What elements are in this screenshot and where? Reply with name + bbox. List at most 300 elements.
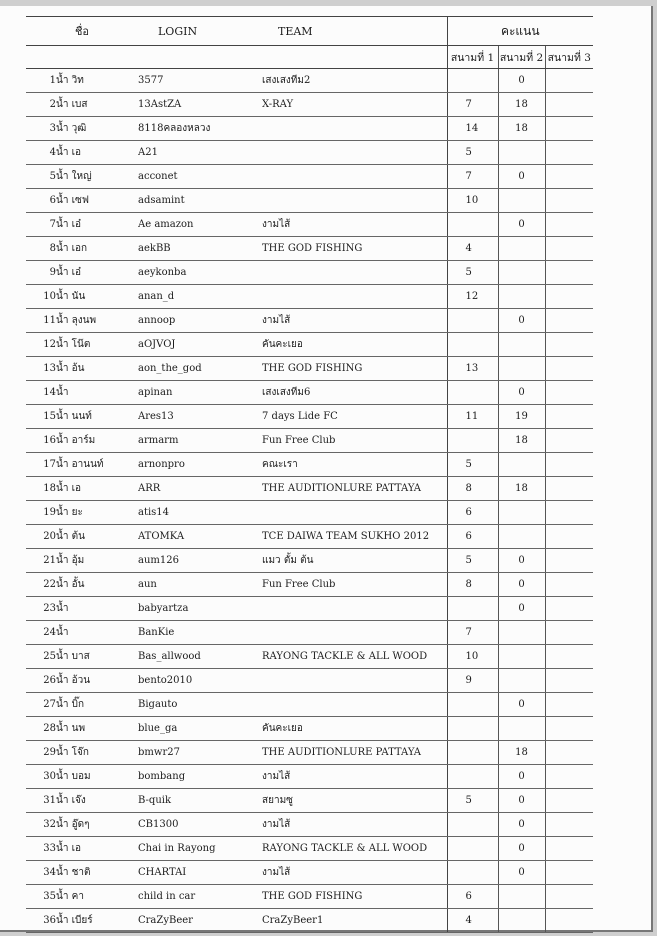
row-name: น้ำ บอม	[56, 765, 138, 789]
row-team	[262, 261, 447, 285]
row-score-field-2: 0	[498, 597, 545, 621]
row-team	[262, 501, 447, 525]
row-login: ATOMKA	[138, 525, 262, 549]
row-name: น้ำ อู๊ดๆ	[56, 813, 138, 837]
row-login: child in car	[138, 885, 262, 909]
row-name: น้ำ อาร์ม	[56, 429, 138, 453]
header-field-1: สนามที่ 1	[447, 46, 498, 69]
row-name: น้ำ อ้น	[56, 357, 138, 381]
row-score-field-1	[447, 837, 498, 861]
row-login: aon_the_god	[138, 357, 262, 381]
row-score-field-3	[545, 597, 593, 621]
row-score-field-1: 5	[447, 453, 498, 477]
table-row	[26, 885, 593, 909]
row-name: น้ำ	[56, 381, 138, 405]
row-login: aekBB	[138, 237, 262, 261]
row-number: 8	[26, 237, 56, 261]
row-number: 21	[26, 549, 56, 573]
row-score-field-2	[498, 669, 545, 693]
row-team: งามไส้	[262, 813, 447, 837]
row-login: 8118คลองหลวง	[138, 117, 262, 141]
row-name: น้ำ	[56, 621, 138, 645]
row-score-field-1: 6	[447, 525, 498, 549]
row-score-field-1: 14	[447, 117, 498, 141]
row-score-field-1	[447, 717, 498, 741]
table-row	[26, 501, 593, 525]
row-name: น้ำ ลุงนพ	[56, 309, 138, 333]
table-row	[26, 165, 593, 189]
row-score-field-2: 0	[498, 69, 545, 93]
row-score-field-2: 19	[498, 405, 545, 429]
row-login: aOJVOJ	[138, 333, 262, 357]
row-team: เสงเสงทีม2	[262, 69, 447, 93]
row-number: 26	[26, 669, 56, 693]
row-score-field-2	[498, 621, 545, 645]
table-row	[26, 549, 593, 573]
row-score-field-2	[498, 501, 545, 525]
row-team: RAYONG TACKLE & ALL WOOD	[262, 645, 447, 669]
row-team: คันคะเยอ	[262, 333, 447, 357]
row-score-field-2	[498, 525, 545, 549]
row-score-field-3	[545, 885, 593, 909]
row-number: 4	[26, 141, 56, 165]
row-score-field-1	[447, 213, 498, 237]
row-team	[262, 621, 447, 645]
row-team	[262, 693, 447, 717]
header-row-fields	[26, 46, 593, 69]
row-number: 32	[26, 813, 56, 837]
row-number: 23	[26, 597, 56, 621]
row-login: Bas_allwood	[138, 645, 262, 669]
row-score-field-3	[545, 573, 593, 597]
row-number: 33	[26, 837, 56, 861]
row-team: CraZyBeer1	[262, 909, 447, 933]
row-score-field-1: 13	[447, 357, 498, 381]
row-score-field-1: 4	[447, 237, 498, 261]
row-team: งามไส้	[262, 861, 447, 885]
table-row	[26, 69, 593, 93]
row-number: 16	[26, 429, 56, 453]
row-score-field-1	[447, 69, 498, 93]
row-number: 28	[26, 717, 56, 741]
row-number: 20	[26, 525, 56, 549]
row-score-field-3	[545, 69, 593, 93]
row-number: 30	[26, 765, 56, 789]
row-number: 19	[26, 501, 56, 525]
row-score-field-2	[498, 189, 545, 213]
row-score-field-3	[545, 189, 593, 213]
row-team: THE GOD FISHING	[262, 237, 447, 261]
row-name: น้ำ ยะ	[56, 501, 138, 525]
row-number: 12	[26, 333, 56, 357]
row-team	[262, 117, 447, 141]
row-login: CHARTAI	[138, 861, 262, 885]
row-name: น้ำ อั้น	[56, 573, 138, 597]
row-team: THE AUDITIONLURE PATTAYA	[262, 477, 447, 501]
row-team: งามไส้	[262, 309, 447, 333]
row-score-field-2: 0	[498, 789, 545, 813]
row-team: 7 days Lide FC	[262, 405, 447, 429]
row-score-field-3	[545, 645, 593, 669]
row-name: น้ำ โจ๊ก	[56, 741, 138, 765]
row-login: bombang	[138, 765, 262, 789]
row-number: 13	[26, 357, 56, 381]
row-score-field-3	[545, 237, 593, 261]
row-score-field-3	[545, 693, 593, 717]
row-score-field-1	[447, 861, 498, 885]
row-score-field-1: 5	[447, 141, 498, 165]
table-row	[26, 909, 593, 933]
row-score-field-2: 0	[498, 837, 545, 861]
row-score-field-3	[545, 765, 593, 789]
row-login: blue_ga	[138, 717, 262, 741]
row-score-field-1: 7	[447, 93, 498, 117]
row-login: CB1300	[138, 813, 262, 837]
row-login: arnonpro	[138, 453, 262, 477]
row-login: CraZyBeer	[138, 909, 262, 933]
row-score-field-2	[498, 285, 545, 309]
row-score-field-2	[498, 261, 545, 285]
row-login: Bigauto	[138, 693, 262, 717]
row-score-field-2: 0	[498, 693, 545, 717]
row-name: น้ำ วิท	[56, 69, 138, 93]
row-score-field-1	[447, 309, 498, 333]
header-name: ชื่อ	[26, 17, 138, 46]
row-login: armarm	[138, 429, 262, 453]
row-score-field-2: 0	[498, 765, 545, 789]
row-login: B-quik	[138, 789, 262, 813]
row-name: น้ำ เบียร์	[56, 909, 138, 933]
row-team: งามไส้	[262, 765, 447, 789]
table-row	[26, 93, 593, 117]
row-team: คันคะเยอ	[262, 717, 447, 741]
row-score-field-1	[447, 741, 498, 765]
table-row	[26, 837, 593, 861]
row-score-field-3	[545, 213, 593, 237]
row-score-field-2	[498, 333, 545, 357]
row-score-field-3	[545, 861, 593, 885]
row-score-field-3	[545, 357, 593, 381]
row-team	[262, 597, 447, 621]
row-score-field-3	[545, 621, 593, 645]
row-score-field-2: 0	[498, 213, 545, 237]
row-score-field-2	[498, 357, 545, 381]
row-name: น้ำ โน๊ต	[56, 333, 138, 357]
header-team: TEAM	[262, 17, 447, 46]
row-score-field-3	[545, 909, 593, 933]
row-score-field-3	[545, 93, 593, 117]
row-score-field-1	[447, 765, 498, 789]
row-login: aum126	[138, 549, 262, 573]
row-team: RAYONG TACKLE & ALL WOOD	[262, 837, 447, 861]
header-spacer	[26, 46, 447, 69]
row-team: งามไส้	[262, 213, 447, 237]
row-number: 10	[26, 285, 56, 309]
row-number: 3	[26, 117, 56, 141]
row-score-field-1: 5	[447, 261, 498, 285]
row-login: BanKie	[138, 621, 262, 645]
table-row	[26, 813, 593, 837]
row-number: 27	[26, 693, 56, 717]
row-login: Chai in Rayong	[138, 837, 262, 861]
score-table-body	[26, 69, 593, 933]
row-team: THE AUDITIONLURE PATTAYA	[262, 741, 447, 765]
row-score-field-1	[447, 693, 498, 717]
score-table	[26, 16, 593, 933]
table-row	[26, 573, 593, 597]
row-score-field-3	[545, 837, 593, 861]
row-score-field-3	[545, 813, 593, 837]
row-score-field-3	[545, 717, 593, 741]
header-row-top	[26, 17, 593, 46]
row-score-field-3	[545, 117, 593, 141]
row-score-field-1: 8	[447, 477, 498, 501]
row-score-field-3	[545, 549, 593, 573]
row-score-field-3	[545, 429, 593, 453]
row-name: น้ำ เอ	[56, 477, 138, 501]
row-login: acconet	[138, 165, 262, 189]
row-score-field-3	[545, 789, 593, 813]
table-row	[26, 717, 593, 741]
row-score-field-3	[545, 309, 593, 333]
row-number: 1	[26, 69, 56, 93]
row-name: น้ำ บิ๊ก	[56, 693, 138, 717]
row-team: Fun Free Club	[262, 429, 447, 453]
row-score-field-1: 5	[447, 789, 498, 813]
row-score-field-3	[545, 141, 593, 165]
table-row	[26, 597, 593, 621]
row-login: atis14	[138, 501, 262, 525]
row-score-field-1	[447, 333, 498, 357]
document-page	[0, 6, 653, 932]
row-name: น้ำ เอก	[56, 237, 138, 261]
table-row	[26, 357, 593, 381]
row-number: 22	[26, 573, 56, 597]
row-score-field-1: 7	[447, 621, 498, 645]
row-login: 3577	[138, 69, 262, 93]
row-team: แมว ตั้ม ต้น	[262, 549, 447, 573]
row-score-field-1: 7	[447, 165, 498, 189]
row-number: 6	[26, 189, 56, 213]
row-login: Ares13	[138, 405, 262, 429]
row-name: น้ำ อุ้ม	[56, 549, 138, 573]
row-score-field-2: 18	[498, 429, 545, 453]
table-row	[26, 189, 593, 213]
header-field-3: สนามที่ 3	[545, 46, 593, 69]
row-team: TCE DAIWA TEAM SUKHO 2012	[262, 525, 447, 549]
row-name: น้ำ วุฒิ	[56, 117, 138, 141]
row-login: babyartza	[138, 597, 262, 621]
row-score-field-2: 0	[498, 381, 545, 405]
row-number: 24	[26, 621, 56, 645]
row-number: 15	[26, 405, 56, 429]
row-score-field-1: 8	[447, 573, 498, 597]
row-score-field-2: 0	[498, 813, 545, 837]
row-name: น้ำ ต้น	[56, 525, 138, 549]
row-score-field-3	[545, 165, 593, 189]
row-login: bento2010	[138, 669, 262, 693]
table-row	[26, 285, 593, 309]
row-score-field-1: 12	[447, 285, 498, 309]
table-row	[26, 741, 593, 765]
row-number: 36	[26, 909, 56, 933]
row-score-field-1: 9	[447, 669, 498, 693]
table-row	[26, 525, 593, 549]
row-team	[262, 669, 447, 693]
row-login: A21	[138, 141, 262, 165]
row-team	[262, 285, 447, 309]
row-number: 25	[26, 645, 56, 669]
row-number: 2	[26, 93, 56, 117]
row-login: ARR	[138, 477, 262, 501]
row-score-field-2: 18	[498, 93, 545, 117]
row-score-field-1: 6	[447, 885, 498, 909]
row-number: 34	[26, 861, 56, 885]
row-score-field-3	[545, 477, 593, 501]
table-row	[26, 789, 593, 813]
row-score-field-3	[545, 669, 593, 693]
row-name: น้ำ ใหญ่	[56, 165, 138, 189]
row-number: 5	[26, 165, 56, 189]
row-name: น้ำ เอ	[56, 141, 138, 165]
row-score-field-2	[498, 237, 545, 261]
table-row	[26, 333, 593, 357]
row-score-field-1	[447, 597, 498, 621]
row-login: adsamint	[138, 189, 262, 213]
row-score-field-1	[447, 813, 498, 837]
table-row	[26, 645, 593, 669]
row-team: เสงเสงทีม6	[262, 381, 447, 405]
row-number: 18	[26, 477, 56, 501]
row-score-field-3	[545, 501, 593, 525]
row-login: anan_d	[138, 285, 262, 309]
row-score-field-2: 0	[498, 861, 545, 885]
row-team	[262, 165, 447, 189]
row-score-field-2	[498, 645, 545, 669]
row-score-field-3	[545, 741, 593, 765]
row-score-field-2	[498, 909, 545, 933]
row-name: น้ำ เอ	[56, 837, 138, 861]
row-login: apinan	[138, 381, 262, 405]
row-score-field-2: 18	[498, 117, 545, 141]
header-field-2: สนามที่ 2	[498, 46, 545, 69]
table-row	[26, 261, 593, 285]
table-row	[26, 381, 593, 405]
row-login: 13AstZA	[138, 93, 262, 117]
table-row	[26, 861, 593, 885]
row-score-field-3	[545, 333, 593, 357]
table-row	[26, 453, 593, 477]
row-name: น้ำ เบส	[56, 93, 138, 117]
row-name: น้ำ นนท์	[56, 405, 138, 429]
row-score-field-2: 18	[498, 477, 545, 501]
table-row	[26, 477, 593, 501]
row-name: น้ำ เอ๋	[56, 213, 138, 237]
table-row	[26, 765, 593, 789]
row-score-field-1: 11	[447, 405, 498, 429]
row-score-field-1: 6	[447, 501, 498, 525]
row-team: THE GOD FISHING	[262, 357, 447, 381]
row-score-field-2	[498, 885, 545, 909]
header-score: คะแนน	[447, 17, 593, 46]
row-score-field-2: 0	[498, 165, 545, 189]
row-score-field-1	[447, 381, 498, 405]
row-score-field-2: 0	[498, 549, 545, 573]
row-score-field-2	[498, 717, 545, 741]
row-team: THE GOD FISHING	[262, 885, 447, 909]
row-name: น้ำ	[56, 597, 138, 621]
row-number: 11	[26, 309, 56, 333]
row-score-field-2	[498, 141, 545, 165]
row-score-field-1: 10	[447, 645, 498, 669]
row-name: น้ำ เจ๊ง	[56, 789, 138, 813]
row-login: aun	[138, 573, 262, 597]
row-score-field-1: 5	[447, 549, 498, 573]
row-number: 7	[26, 213, 56, 237]
row-score-field-2	[498, 453, 545, 477]
row-number: 14	[26, 381, 56, 405]
table-row	[26, 405, 593, 429]
row-name: น้ำ นพ	[56, 717, 138, 741]
row-score-field-2: 18	[498, 741, 545, 765]
row-name: น้ำ อานนท์	[56, 453, 138, 477]
row-score-field-3	[545, 405, 593, 429]
row-score-field-3	[545, 453, 593, 477]
row-name: น้ำ ชาติ	[56, 861, 138, 885]
row-number: 9	[26, 261, 56, 285]
row-number: 31	[26, 789, 56, 813]
row-score-field-2: 0	[498, 309, 545, 333]
row-login: annoop	[138, 309, 262, 333]
row-name: น้ำ นัน	[56, 285, 138, 309]
table-row	[26, 309, 593, 333]
row-number: 17	[26, 453, 56, 477]
row-team: X-RAY	[262, 93, 447, 117]
table-row	[26, 237, 593, 261]
table-row	[26, 141, 593, 165]
row-login: bmwr27	[138, 741, 262, 765]
table-row	[26, 693, 593, 717]
row-name: น้ำ เซฟ	[56, 189, 138, 213]
row-name: น้ำ อ้วน	[56, 669, 138, 693]
row-name: น้ำ เอ๋	[56, 261, 138, 285]
row-team: Fun Free Club	[262, 573, 447, 597]
row-name: น้ำ คา	[56, 885, 138, 909]
row-team: สยามซู	[262, 789, 447, 813]
row-team	[262, 189, 447, 213]
row-login: aeykonba	[138, 261, 262, 285]
row-score-field-3	[545, 285, 593, 309]
row-name: น้ำ บาส	[56, 645, 138, 669]
row-score-field-2: 0	[498, 573, 545, 597]
row-score-field-3	[545, 381, 593, 405]
row-score-field-1: 10	[447, 189, 498, 213]
table-row	[26, 213, 593, 237]
table-row	[26, 621, 593, 645]
header-login: LOGIN	[138, 17, 262, 46]
table-row	[26, 117, 593, 141]
row-number: 29	[26, 741, 56, 765]
row-team	[262, 141, 447, 165]
row-score-field-1	[447, 429, 498, 453]
row-score-field-3	[545, 261, 593, 285]
table-row	[26, 669, 593, 693]
row-login: Ae amazon	[138, 213, 262, 237]
row-score-field-1: 4	[447, 909, 498, 933]
table-row	[26, 429, 593, 453]
row-number: 35	[26, 885, 56, 909]
row-score-field-3	[545, 525, 593, 549]
